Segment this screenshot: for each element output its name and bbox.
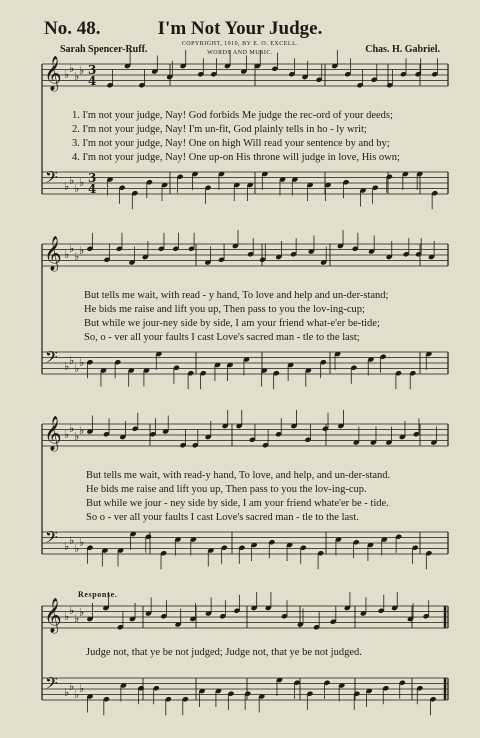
flat-sign: ♭ — [79, 176, 85, 189]
time-signature-bottom: 4 — [88, 182, 97, 196]
flat-sign: ♭ — [79, 424, 85, 437]
flat-sign: ♭ — [79, 536, 85, 549]
clef-symbol: 𝄢 — [45, 167, 58, 191]
verse-3-line-3: But while we jour - ney side by side, I am your friend whate'er be - tide. — [86, 498, 389, 509]
flat-sign: ♭ — [69, 680, 75, 693]
verse-4-line-3: So o - ver all your faults I cast Love's sacred man - tle to the last. — [86, 512, 359, 523]
flat-sign: ♭ — [69, 422, 75, 435]
flat-sign: ♭ — [74, 542, 80, 555]
flat-sign: ♭ — [74, 688, 80, 701]
flat-sign: ♭ — [79, 606, 85, 619]
flat-sign: ♭ — [69, 242, 75, 255]
clef-symbol: 𝄢 — [45, 527, 58, 551]
verse-1-line-1: 1. I'm not your judge, Nay! God forbids Me judge the rec-ord of your deeds; — [72, 110, 393, 121]
flat-sign: ♭ — [74, 612, 80, 625]
verse-3-line-1: 3. I'm not your judge, Nay! One on high Will read your sentence by and by; — [72, 138, 390, 149]
hymn-title: I'm Not Your Judge. — [157, 18, 323, 39]
copyright-line: COPYRIGHT, 1910, BY E. O. EXCELL. — [181, 41, 299, 47]
clef-symbol: 𝄞 — [44, 236, 62, 271]
flat-sign: ♭ — [79, 356, 85, 369]
flat-sign: ♭ — [69, 534, 75, 547]
time-signature-bottom: 4 — [88, 74, 97, 88]
rights-line: WORDS AND MUSIC. — [207, 50, 273, 56]
hymn-number: No. 48. — [44, 18, 101, 39]
response-label: Response. — [78, 590, 118, 599]
flat-sign: ♭ — [69, 354, 75, 367]
flat-sign: ♭ — [69, 174, 75, 187]
flat-sign: ♭ — [79, 64, 85, 77]
flat-sign: ♭ — [79, 682, 85, 695]
flat-sign: ♭ — [74, 430, 80, 443]
flat-sign: ♭ — [64, 248, 70, 261]
clef-symbol: 𝄞 — [44, 416, 62, 451]
time-signature-top: 3 — [88, 63, 97, 77]
flat-sign: ♭ — [64, 540, 70, 553]
composer: Chas. H. Gabriel. — [365, 44, 440, 55]
verse-2-line-2: He bids me raise and lift you up, Then pass to you the lov-ing-cup; — [84, 304, 365, 315]
flat-sign: ♭ — [74, 250, 80, 263]
flat-sign: ♭ — [64, 686, 70, 699]
flat-sign: ♭ — [64, 68, 70, 81]
clef-symbol: 𝄞 — [44, 56, 62, 91]
verse-1-line-3: But tells me wait, with read-y hand, To love, and help, and un-der-stand. — [86, 470, 391, 481]
verse-4-line-2: So, o - ver all your faults I cast Love's sacred man - tle to the last; — [84, 332, 360, 343]
flat-sign: ♭ — [64, 360, 70, 373]
clef-symbol: 𝄢 — [45, 347, 58, 371]
verse-3-line-2: But while we jour-ney side by side, I am your friend what-e'er be-tide; — [84, 318, 380, 329]
response-lyric: Judge not, that ye be not judged; Judge not, that ye be not judged. — [86, 647, 362, 658]
flat-sign: ♭ — [74, 70, 80, 83]
clef-symbol: 𝄢 — [45, 673, 58, 697]
flat-sign: ♭ — [69, 62, 75, 75]
flat-sign: ♭ — [74, 362, 80, 375]
flat-sign: ♭ — [64, 180, 70, 193]
verse-2-line-3: He bids me raise and lift you up, Then pass to you the lov-ing-cup. — [86, 484, 367, 495]
clef-symbol: 𝄞 — [44, 598, 62, 633]
flat-sign: ♭ — [74, 182, 80, 195]
flat-sign: ♭ — [79, 244, 85, 257]
lyricist: Sarah Spencer-Ruff. — [60, 44, 148, 55]
verse-2-line-1: 2. I'm not your judge, Nay! I'm un-fit, God plainly tells in ho - ly writ; — [72, 124, 367, 135]
flat-sign: ♭ — [64, 610, 70, 623]
verse-4-line-1: 4. I'm not your judge, Nay! One up-on His throne will judge in love, His own; — [72, 152, 400, 163]
verse-1-line-2: But tells me wait, with read - y hand, To love and help and un-der-stand; — [84, 290, 389, 301]
flat-sign: ♭ — [64, 428, 70, 441]
flat-sign: ♭ — [69, 604, 75, 617]
time-signature-top: 3 — [88, 171, 97, 185]
